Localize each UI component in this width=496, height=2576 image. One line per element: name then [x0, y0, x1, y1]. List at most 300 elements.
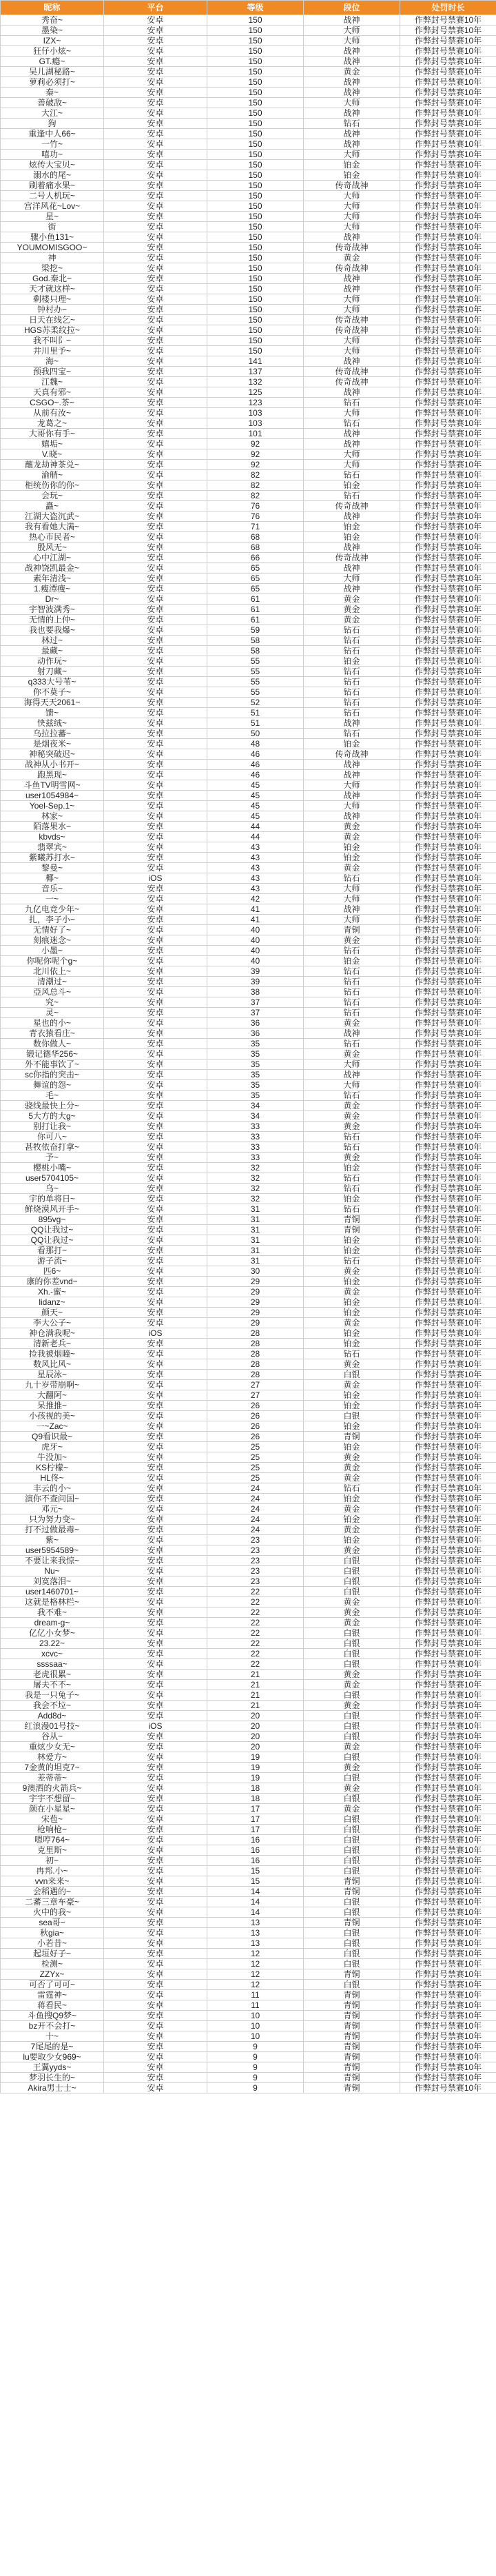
cell-platform: 安卓 — [104, 1825, 207, 1835]
cell-nickname: 林家~ — [1, 811, 104, 822]
cell-nickname: 谷从~ — [1, 1732, 104, 1742]
cell-penalty: 作弊封号禁赛10年 — [400, 1339, 496, 1349]
cell-platform: 安卓 — [104, 1421, 207, 1432]
cell-platform: 安卓 — [104, 1866, 207, 1876]
cell-penalty: 作弊封号禁赛10年 — [400, 170, 496, 181]
cell-rank: 传奇战神 — [304, 181, 400, 191]
table-row — [1, 480, 496, 491]
cell-rank: 战神 — [304, 108, 400, 119]
cell-rank: 白银 — [304, 1690, 400, 1701]
cell-platform: 安卓 — [104, 615, 207, 625]
cell-penalty: 作弊封号禁赛10年 — [400, 925, 496, 935]
cell-platform: 安卓 — [104, 739, 207, 749]
cell-penalty: 作弊封号禁赛10年 — [400, 1256, 496, 1266]
cell-penalty: 作弊封号禁赛10年 — [400, 946, 496, 956]
cell-nickname: 星辰泳~ — [1, 1370, 104, 1380]
cell-level: 29 — [207, 1297, 304, 1308]
cell-nickname: 可否了可可~ — [1, 1980, 104, 1990]
cell-penalty: 作弊封号禁赛10年 — [400, 191, 496, 201]
cell-penalty: 作弊封号禁赛10年 — [400, 119, 496, 129]
table-row — [1, 501, 496, 511]
cell-penalty: 作弊封号禁赛10年 — [400, 1049, 496, 1059]
cell-level: 132 — [207, 377, 304, 387]
cell-level: 150 — [207, 108, 304, 119]
table-row — [1, 698, 496, 708]
cell-level: 12 — [207, 1959, 304, 1969]
cell-rank: 白银 — [304, 1907, 400, 1918]
cell-rank: 战神 — [304, 77, 400, 88]
cell-penalty: 作弊封号禁赛10年 — [400, 1370, 496, 1380]
cell-rank: 战神 — [304, 356, 400, 367]
cell-platform: 安卓 — [104, 1266, 207, 1277]
cell-level: 46 — [207, 770, 304, 780]
cell-level: 33 — [207, 1132, 304, 1142]
cell-nickname: 宋苞~ — [1, 1814, 104, 1825]
cell-level: 32 — [207, 1163, 304, 1173]
cell-penalty: 作弊封号禁赛10年 — [400, 532, 496, 542]
cell-level: 23 — [207, 1576, 304, 1587]
cell-nickname: HL佟~ — [1, 1473, 104, 1483]
cell-nickname: 钟村办~ — [1, 305, 104, 315]
cell-level: 11 — [207, 1990, 304, 2000]
cell-rank: 传奇战神 — [304, 501, 400, 511]
cell-nickname: 7尾尾的是~ — [1, 2042, 104, 2052]
cell-penalty: 作弊封号禁赛10年 — [400, 429, 496, 439]
table-row — [1, 98, 496, 108]
cell-penalty: 作弊封号禁赛10年 — [400, 2042, 496, 2052]
cell-penalty: 作弊封号禁赛10年 — [400, 863, 496, 873]
cell-penalty: 作弊封号禁赛10年 — [400, 1059, 496, 1070]
cell-rank: 黄金 — [304, 935, 400, 946]
cell-nickname: 冉邦.小~ — [1, 1866, 104, 1876]
table-row — [1, 408, 496, 418]
table-row — [1, 57, 496, 67]
cell-level: 150 — [207, 253, 304, 263]
cell-penalty: 作弊封号禁赛10年 — [400, 1266, 496, 1277]
cell-level: 22 — [207, 1618, 304, 1628]
cell-penalty: 作弊封号禁赛10年 — [400, 1628, 496, 1639]
cell-level: 44 — [207, 822, 304, 832]
cell-level: 29 — [207, 1308, 304, 1318]
cell-nickname: 梁挖~ — [1, 263, 104, 274]
cell-level: 150 — [207, 46, 304, 57]
table-row — [1, 222, 496, 232]
cell-platform: 安卓 — [104, 1835, 207, 1845]
cell-level: 21 — [207, 1680, 304, 1690]
cell-platform: 安卓 — [104, 1463, 207, 1473]
cell-penalty: 作弊封号禁赛10年 — [400, 1411, 496, 1421]
cell-level: 58 — [207, 646, 304, 656]
cell-rank: 战神 — [304, 511, 400, 522]
cell-nickname: 青衣猿看庄~ — [1, 1028, 104, 1039]
cell-nickname: IZX~ — [1, 36, 104, 46]
table-row — [1, 1142, 496, 1153]
cell-platform: 安卓 — [104, 1980, 207, 1990]
table-row — [1, 615, 496, 625]
cell-platform: 安卓 — [104, 1690, 207, 1701]
cell-level: 82 — [207, 470, 304, 480]
cell-level: 82 — [207, 480, 304, 491]
cell-level: 35 — [207, 1039, 304, 1049]
cell-penalty: 作弊封号禁赛10年 — [400, 1576, 496, 1587]
cell-rank: 钻石 — [304, 677, 400, 687]
cell-platform: 安卓 — [104, 1535, 207, 1545]
cell-level: 15 — [207, 1876, 304, 1887]
table-row — [1, 1452, 496, 1463]
table-row — [1, 1411, 496, 1421]
cell-nickname: 从前有汝~ — [1, 408, 104, 418]
cell-rank: 白银 — [304, 1959, 400, 1969]
cell-platform: 安卓 — [104, 1990, 207, 2000]
cell-platform: 安卓 — [104, 150, 207, 160]
cell-penalty: 作弊封号禁赛10年 — [400, 1856, 496, 1866]
cell-rank: 黄金 — [304, 1545, 400, 1556]
cell-penalty: 作弊封号禁赛10年 — [400, 966, 496, 977]
table-row — [1, 1742, 496, 1752]
cell-level: 55 — [207, 667, 304, 677]
cell-nickname: 毛~ — [1, 1091, 104, 1101]
cell-platform: 安卓 — [104, 1091, 207, 1101]
cell-nickname: 锻记德华256~ — [1, 1049, 104, 1059]
cell-platform: 安卓 — [104, 1215, 207, 1225]
cell-platform: 安卓 — [104, 191, 207, 201]
table-row — [1, 263, 496, 274]
cell-level: 92 — [207, 460, 304, 470]
cell-platform: 安卓 — [104, 729, 207, 739]
cell-nickname: 江湖大盗沉武~ — [1, 511, 104, 522]
cell-nickname: 老虎很累~ — [1, 1670, 104, 1680]
cell-level: 26 — [207, 1432, 304, 1442]
cell-penalty: 作弊封号禁赛10年 — [400, 1938, 496, 1949]
cell-platform: 安卓 — [104, 181, 207, 191]
cell-platform: 安卓 — [104, 501, 207, 511]
cell-nickname: 紫曦苏打水~ — [1, 853, 104, 863]
cell-rank: 青铜 — [304, 2073, 400, 2083]
cell-nickname: 会稻遇的~ — [1, 1887, 104, 1897]
cell-nickname: kbvds~ — [1, 832, 104, 842]
table-row — [1, 636, 496, 646]
table-row — [1, 1297, 496, 1308]
cell-penalty: 作弊封号禁赛10年 — [400, 718, 496, 729]
cell-rank: 大师 — [304, 801, 400, 811]
cell-nickname: 街 — [1, 222, 104, 232]
cell-nickname: 林爱方~ — [1, 1752, 104, 1763]
cell-nickname: 火中的我~ — [1, 1907, 104, 1918]
cell-level: 150 — [207, 15, 304, 26]
cell-level: 20 — [207, 1732, 304, 1742]
cell-nickname: 馈~ — [1, 708, 104, 718]
cell-nickname: 二号人机玩~ — [1, 191, 104, 201]
cell-rank: 钻石 — [304, 1132, 400, 1142]
table-row — [1, 46, 496, 57]
cell-rank: 白银 — [304, 1897, 400, 1907]
cell-penalty: 作弊封号禁赛10年 — [400, 1535, 496, 1545]
table-row — [1, 439, 496, 449]
cell-penalty: 作弊封号禁赛10年 — [400, 1918, 496, 1928]
cell-level: 9 — [207, 2073, 304, 2083]
cell-nickname: 别打让我~ — [1, 1122, 104, 1132]
table-row — [1, 594, 496, 605]
cell-penalty: 作弊封号禁赛10年 — [400, 625, 496, 636]
cell-platform: 安卓 — [104, 522, 207, 532]
cell-penalty: 作弊封号禁赛10年 — [400, 1742, 496, 1752]
cell-level: 150 — [207, 26, 304, 36]
cell-penalty: 作弊封号禁赛10年 — [400, 1163, 496, 1173]
cell-level: 150 — [207, 67, 304, 77]
cell-platform: 安卓 — [104, 1514, 207, 1525]
cell-level: 150 — [207, 243, 304, 253]
table-row — [1, 418, 496, 429]
cell-nickname: 神秘突破迟~ — [1, 749, 104, 760]
cell-level: 66 — [207, 553, 304, 563]
cell-platform: 安卓 — [104, 1814, 207, 1825]
cell-nickname: 检测~ — [1, 1959, 104, 1969]
cell-nickname: 895vg~ — [1, 1215, 104, 1225]
cell-level: 31 — [207, 1225, 304, 1235]
cell-penalty: 作弊封号禁赛10年 — [400, 346, 496, 356]
cell-platform: 安卓 — [104, 1969, 207, 1980]
cell-level: 150 — [207, 274, 304, 284]
cell-nickname: 梦羽长生的~ — [1, 2073, 104, 2083]
table-row — [1, 1969, 496, 1980]
table-row — [1, 749, 496, 760]
cell-penalty: 作弊封号禁赛10年 — [400, 398, 496, 408]
table-row — [1, 170, 496, 181]
cell-level: 36 — [207, 1028, 304, 1039]
table-row — [1, 780, 496, 791]
cell-nickname: 宇宇不想留~ — [1, 1794, 104, 1804]
table-row — [1, 542, 496, 553]
table-row — [1, 1814, 496, 1825]
cell-platform: 安卓 — [104, 1763, 207, 1773]
cell-platform: 安卓 — [104, 274, 207, 284]
cell-rank: 钻石 — [304, 667, 400, 677]
cell-nickname: 殷风无~ — [1, 542, 104, 553]
cell-penalty: 作弊封号禁赛10年 — [400, 1514, 496, 1525]
cell-level: 68 — [207, 532, 304, 542]
cell-penalty: 作弊封号禁赛10年 — [400, 460, 496, 470]
table-row — [1, 563, 496, 574]
cell-platform: 安卓 — [104, 201, 207, 212]
cell-nickname: 7金黄的坦克7~ — [1, 1763, 104, 1773]
cell-penalty: 作弊封号禁赛10年 — [400, 729, 496, 739]
cell-level: 19 — [207, 1773, 304, 1783]
cell-nickname: 快兹绒~ — [1, 718, 104, 729]
cell-nickname: 扎，李子小~ — [1, 915, 104, 925]
cell-penalty: 作弊封号禁赛10年 — [400, 1442, 496, 1452]
cell-penalty: 作弊封号禁赛10年 — [400, 894, 496, 904]
cell-level: 45 — [207, 801, 304, 811]
cell-nickname: 王翼yyds~ — [1, 2062, 104, 2073]
cell-platform: 安卓 — [104, 1390, 207, 1401]
cell-nickname: 匹6~ — [1, 1266, 104, 1277]
cell-penalty: 作弊封号禁赛10年 — [400, 739, 496, 749]
cell-penalty: 作弊封号禁赛10年 — [400, 1142, 496, 1153]
table-row — [1, 470, 496, 480]
cell-penalty: 作弊封号禁赛10年 — [400, 615, 496, 625]
cell-penalty: 作弊封号禁赛10年 — [400, 1649, 496, 1659]
cell-nickname: 数你做人~ — [1, 1039, 104, 1049]
cell-platform: 安卓 — [104, 2031, 207, 2042]
table-row — [1, 1856, 496, 1866]
table-row — [1, 1639, 496, 1649]
cell-platform: 安卓 — [104, 1111, 207, 1122]
cell-platform: 安卓 — [104, 563, 207, 574]
cell-level: 9 — [207, 2042, 304, 2052]
cell-platform: 安卓 — [104, 553, 207, 563]
cell-penalty: 作弊封号禁赛10年 — [400, 325, 496, 336]
table-row — [1, 553, 496, 563]
table-row — [1, 1618, 496, 1628]
cell-platform: 安卓 — [104, 449, 207, 460]
cell-platform: 安卓 — [104, 822, 207, 832]
cell-level: 65 — [207, 584, 304, 594]
cell-level: 52 — [207, 698, 304, 708]
table-row — [1, 811, 496, 822]
cell-platform: 安卓 — [104, 636, 207, 646]
cell-rank: 钻石 — [304, 1184, 400, 1194]
cell-rank: 大师 — [304, 201, 400, 212]
cell-nickname: 枪响枪~ — [1, 1825, 104, 1835]
cell-penalty: 作弊封号禁赛10年 — [400, 1494, 496, 1504]
cell-nickname: 差蒂蒂~ — [1, 1773, 104, 1783]
table-row — [1, 863, 496, 873]
cell-rank: 黄金 — [304, 615, 400, 625]
cell-rank: 铂金 — [304, 522, 400, 532]
cell-nickname: 吴儿湖秘路~ — [1, 67, 104, 77]
cell-platform: iOS — [104, 1328, 207, 1339]
cell-penalty: 作弊封号禁赛10年 — [400, 1949, 496, 1959]
table-row — [1, 1266, 496, 1277]
table-row — [1, 1256, 496, 1266]
cell-penalty: 作弊封号禁赛10年 — [400, 1225, 496, 1235]
cell-penalty: 作弊封号禁赛10年 — [400, 687, 496, 698]
cell-nickname: 予~ — [1, 1153, 104, 1163]
cell-level: 150 — [207, 150, 304, 160]
cell-nickname: 1.瘦潭瘦~ — [1, 584, 104, 594]
table-row — [1, 1928, 496, 1938]
table-row — [1, 1039, 496, 1049]
cell-platform: 安卓 — [104, 770, 207, 780]
cell-platform: 安卓 — [104, 1297, 207, 1308]
cell-platform: 安卓 — [104, 408, 207, 418]
cell-nickname: lu要取少女969~ — [1, 2052, 104, 2062]
cell-rank: 大师 — [304, 894, 400, 904]
table-row — [1, 26, 496, 36]
cell-penalty: 作弊封号禁赛10年 — [400, 1101, 496, 1111]
table-row — [1, 832, 496, 842]
cell-nickname: 一~ — [1, 894, 104, 904]
cell-nickname: 这就是格林栏~ — [1, 1597, 104, 1608]
cell-platform: 安卓 — [104, 2062, 207, 2073]
cell-platform: 安卓 — [104, 1566, 207, 1576]
cell-rank: 青铜 — [304, 1876, 400, 1887]
cell-penalty: 作弊封号禁赛10年 — [400, 1308, 496, 1318]
cell-rank: 大师 — [304, 336, 400, 346]
cell-rank: 铂金 — [304, 656, 400, 667]
cell-platform: iOS — [104, 1721, 207, 1732]
cell-rank: 战神 — [304, 439, 400, 449]
table-row — [1, 1008, 496, 1018]
cell-level: 31 — [207, 1204, 304, 1215]
table-row — [1, 1597, 496, 1608]
cell-penalty: 作弊封号禁赛10年 — [400, 1246, 496, 1256]
table-row — [1, 1628, 496, 1639]
cell-rank: 青铜 — [304, 1225, 400, 1235]
cell-rank: 钻石 — [304, 873, 400, 884]
cell-rank: 大师 — [304, 1059, 400, 1070]
cell-nickname: 我有看她大满~ — [1, 522, 104, 532]
cell-nickname: 射刀藏~ — [1, 667, 104, 677]
cell-rank: 铂金 — [304, 842, 400, 853]
cell-penalty: 作弊封号禁赛10年 — [400, 2031, 496, 2042]
cell-platform: 安卓 — [104, 1659, 207, 1670]
cell-nickname: 外不能事饮了~ — [1, 1059, 104, 1070]
cell-platform: 安卓 — [104, 749, 207, 760]
cell-platform: 安卓 — [104, 925, 207, 935]
cell-penalty: 作弊封号禁赛10年 — [400, 656, 496, 667]
table-row — [1, 67, 496, 77]
cell-level: 103 — [207, 408, 304, 418]
cell-nickname: 北川依上~ — [1, 966, 104, 977]
cell-penalty: 作弊封号禁赛10年 — [400, 708, 496, 718]
cell-platform: 安卓 — [104, 997, 207, 1008]
cell-penalty: 作弊封号禁赛10年 — [400, 139, 496, 150]
table-row — [1, 1328, 496, 1339]
cell-level: 16 — [207, 1856, 304, 1866]
cell-penalty: 作弊封号禁赛10年 — [400, 1897, 496, 1907]
table-row — [1, 294, 496, 305]
table-row — [1, 1907, 496, 1918]
cell-level: 22 — [207, 1608, 304, 1618]
cell-level: 22 — [207, 1587, 304, 1597]
cell-platform: 安卓 — [104, 139, 207, 150]
header-level: 等级 — [207, 1, 304, 15]
cell-penalty: 作弊封号禁赛10年 — [400, 2011, 496, 2021]
cell-level: 37 — [207, 1008, 304, 1018]
cell-level: 150 — [207, 305, 304, 315]
cell-nickname: 呆推推~ — [1, 1401, 104, 1411]
cell-penalty: 作弊封号禁赛10年 — [400, 667, 496, 677]
cell-rank: 钻石 — [304, 977, 400, 987]
cell-nickname: 雷霆神~ — [1, 1990, 104, 2000]
table-row — [1, 212, 496, 222]
cell-penalty: 作弊封号禁赛10年 — [400, 1452, 496, 1463]
cell-rank: 钻石 — [304, 1008, 400, 1018]
cell-level: 92 — [207, 439, 304, 449]
table-row — [1, 718, 496, 729]
cell-level: 39 — [207, 977, 304, 987]
cell-rank: 铂金 — [304, 1339, 400, 1349]
cell-platform: 安卓 — [104, 1452, 207, 1463]
cell-platform: 安卓 — [104, 667, 207, 677]
cell-level: 22 — [207, 1639, 304, 1649]
cell-nickname: user1460701~ — [1, 1587, 104, 1597]
cell-rank: 战神 — [304, 904, 400, 915]
cell-platform: 安卓 — [104, 243, 207, 253]
cell-rank: 白银 — [304, 1732, 400, 1742]
cell-nickname: 5大方的大g~ — [1, 1111, 104, 1122]
cell-platform: 安卓 — [104, 884, 207, 894]
cell-penalty: 作弊封号禁赛10年 — [400, 212, 496, 222]
cell-platform: 安卓 — [104, 1432, 207, 1442]
table-row — [1, 1483, 496, 1494]
cell-rank: 白银 — [304, 1556, 400, 1566]
cell-rank: 钻石 — [304, 470, 400, 480]
cell-nickname: 嗯哼764~ — [1, 1835, 104, 1845]
cell-penalty: 作弊封号禁赛10年 — [400, 2052, 496, 2062]
cell-platform: 安卓 — [104, 1370, 207, 1380]
